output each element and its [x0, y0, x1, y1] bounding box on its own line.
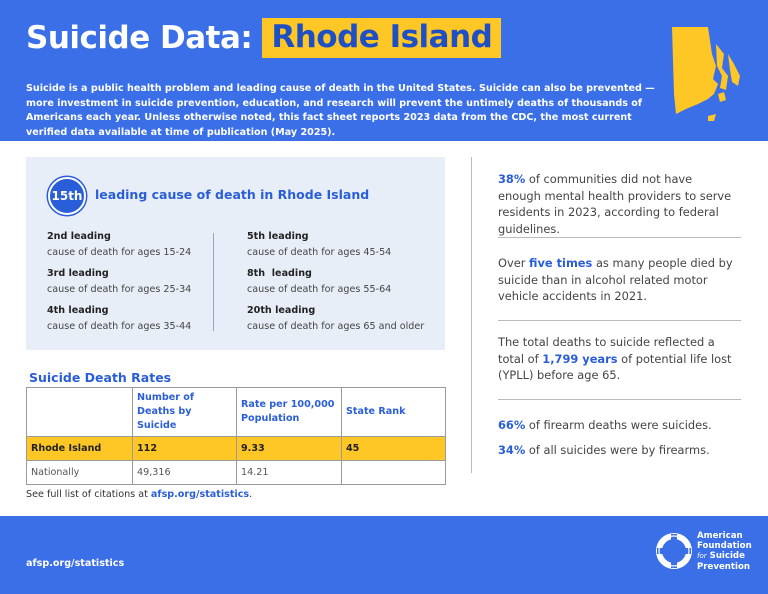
stat-text: of communities did not have enough mental health providers to serve residents in 2023, according to federal guidelines. — [498, 172, 732, 236]
cause-desc: cause of death for ages 25-34 — [47, 283, 192, 295]
cause-rank: 2nd leading — [47, 231, 111, 242]
cause-rank: 3rd leading — [47, 268, 109, 279]
stat-divider — [498, 237, 741, 238]
stat-item — [498, 417, 738, 434]
stat-item — [498, 442, 738, 459]
table-cell: 49,316 — [133, 461, 237, 485]
table-cell — [342, 461, 446, 485]
cause-item — [247, 303, 424, 334]
citation-suffix: . — [249, 489, 253, 500]
cause-desc: cause of death for ages 45-54 — [247, 246, 392, 258]
stat-highlight: 66% — [498, 418, 526, 432]
stat-item — [498, 171, 738, 237]
footer-link[interactable]: afsp.org/statistics — [26, 558, 125, 569]
citation-prefix: See full list of citations at — [26, 489, 151, 500]
cause-rank: 20th leading — [247, 305, 316, 316]
stat-text: of potential life lost (YPLL) before age 65. — [498, 351, 732, 382]
panel-divider — [213, 233, 214, 331]
citation-link[interactable]: afsp.org/statistics — [150, 489, 250, 500]
org-name-line: for — [697, 552, 707, 561]
table-row — [27, 437, 446, 461]
org-name-line: Prevention — [697, 561, 750, 572]
table-header — [27, 388, 133, 437]
table-cell: 112 — [133, 437, 237, 461]
cause-desc: cause of death for ages 15-24 — [47, 246, 192, 258]
column-divider — [471, 157, 472, 473]
stat-text: Over — [498, 256, 530, 270]
stat-divider — [498, 320, 741, 321]
stat-item — [498, 334, 738, 384]
table-cell: Rhode Island — [27, 437, 133, 461]
cause-desc: cause of death for ages 55-64 — [247, 283, 392, 295]
table-header-row — [27, 388, 446, 437]
citation-note — [26, 489, 252, 500]
rank-badge: 15th — [48, 177, 86, 215]
stat-item — [498, 255, 738, 305]
leading-cause-panel — [26, 157, 445, 350]
header — [0, 0, 768, 141]
cause-item — [247, 229, 391, 260]
page-title: Suicide Data: — [26, 20, 253, 56]
stat-text: The total deaths to suicide reflected a total of — [498, 335, 715, 366]
table-header: State Rank — [342, 388, 446, 437]
footer — [0, 516, 768, 594]
cause-rank: 4th leading — [47, 305, 109, 316]
cause-desc: cause of death for ages 65 and older — [247, 320, 425, 332]
stat-text: of firearm deaths were suicides. — [525, 418, 712, 432]
cause-item — [247, 266, 391, 297]
life-ring-icon — [656, 533, 692, 569]
cause-rank: 8th leading — [247, 268, 312, 279]
table-header: Number of Deaths by Suicide — [133, 388, 237, 437]
table-cell: Nationally — [27, 461, 133, 485]
stat-text: as many people died by suicide than in alcohol related motor vehicle accidents in 2021. — [498, 256, 733, 303]
org-name-line: Suicide — [709, 551, 745, 562]
cause-desc: cause of death for ages 35-44 — [47, 320, 192, 332]
state-name: Rhode Island — [262, 18, 501, 58]
table-cell: 14.21 — [237, 461, 342, 485]
stat-highlight: 34% — [498, 443, 526, 457]
org-name-line: Foundation — [697, 541, 752, 552]
rhode-island-map-icon — [668, 24, 744, 124]
cause-rank: 5th leading — [247, 231, 309, 242]
rates-title: Suicide Death Rates — [29, 370, 172, 385]
table-row — [27, 461, 446, 485]
cause-item — [47, 229, 191, 260]
stat-highlight: 1,799 years — [542, 351, 618, 366]
stat-text: of all suicides were by firearms. — [525, 443, 710, 457]
intro-text: Suicide is a public health problem and leading cause of death in the United States. Suicide can also be prevented — more investment in suicide prevention, education, and research will prevent the untimely deaths of thousands of Americans each year. Unless otherwise noted, this fact sheet reports 2023 data from the CDC, the most current verified data available at time of publication (May 2025). — [26, 83, 655, 138]
stat-highlight: 38% — [498, 172, 526, 186]
stat-divider — [498, 399, 741, 400]
stat-highlight: five times — [529, 256, 593, 270]
cause-item — [47, 303, 191, 334]
table-header: Rate per 100,000 Population — [237, 388, 342, 437]
table-cell: 9.33 — [237, 437, 342, 461]
org-logo-text — [697, 531, 752, 572]
table-cell: 45 — [342, 437, 446, 461]
cause-item — [47, 266, 191, 297]
leading-cause-title: leading cause of death in Rhode Island — [95, 187, 370, 202]
title-row — [26, 18, 501, 58]
org-name-line: American — [697, 531, 743, 541]
rates-table — [26, 387, 446, 485]
